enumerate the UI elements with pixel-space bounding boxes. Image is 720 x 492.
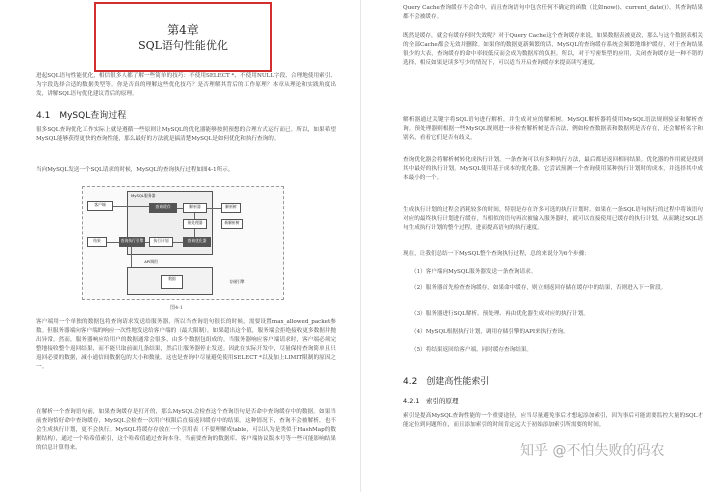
s41-paragraph-3: 客户端用一个单独的数据包将查询请求发送给服务器，所以当查询语句很长的时候，需要设置max_allowed_packet参数。但服务器端向客户端的响应一次性地发送给客户端的（最大限制），如果超出这个值，服务端会拒绝接收更多数据并抛出异常。然而，服务器响应给用户的数据通常会很多，由多个数据包组成的。当服务器响应客户端请求时，客户端必须完整地接收整个返回结果，而不能只取前面几条结果，然后让服务器停止发送。因此在实际开发中，尽量保持查询简单且只返回必要的数据，减小通信间数据包的大小和数量，这也是查询中尽量避免使用SELECT *以及加上LIMIT限制的原因之一。 [36,319,336,371]
section-4-2-heading: 4.2 创建高性能索引 [403,377,490,387]
right-paragraph-6: 现在，让我们总结一下MySQL整个查询执行过程，总的来说分为6个步骤： [403,251,590,257]
client-box: 客户端 [87,201,113,211]
chapter-title: SQL语句性能优化 [138,38,228,52]
step-4: （4）MySQL根据执行计划，调用存储引擎的API来执行查询。 [411,329,569,335]
parser-box: 解析器 [183,203,207,213]
chapter-title-box [94,2,272,72]
query-cache-box: 查询缓存 [149,203,177,213]
right-page [360,0,720,492]
s41-paragraph-2: 当向MySQL发送一个SQL请求的时候，MySQL的查询执行过程如图4-1所示。 [36,167,234,173]
right-paragraph-5: 生成执行计划的过程会消耗较多的时间，特别是存在许多可选的执行计划时。如果在一条SQL语句执行的过程中将该语句对应的最终执行计划进行缓存，当相似的语句再次被输入服务器时，就可以直接使用已缓存的执行计划，从而跳过SQL语句生成执行计划的整个过程，进而提高语句的执行速度。 [403,207,703,232]
new-parse-tree-box: 新解析树 [221,219,243,229]
mysql-query-process-figure [82,186,284,300]
optimizer-box: 查询优化器 [183,237,211,247]
arrow-client-cache [113,206,149,207]
preprocessor-box: 预处理器 [183,219,207,229]
step-1: （1）客户端向MySQL服务器发送一条查询请求。 [411,269,537,275]
parse-tree-box: 解析树 [221,203,241,213]
watermark: 知乎 @不怕失败的码农 [520,443,665,459]
chapter-label: 第4章 [167,22,199,37]
step-2: （2）服务器首先检查查询缓存，如果命中缓存，则立刻返回存储在缓存中的结果，否则进入下一阶段。 [411,285,667,291]
right-paragraph-2: 既然是缓存，就会有缓存何时失效呢？对于Query Cache这个查询缓存来说，如果数据表被更改，那么与这个数据表相关的全部Cache都会无效并删除。如果你的数据更新频繁的话，MySQL的查询缓存系统会频繁地维护缓存，对于查询结果很少的大表，查询缓存的命中率较低反而会成为数据库的负担。所以，对于写密集型的应用，关闭查询缓存是一种不错的选择，相反如果是读多写少的情况下，可以适当开启查询缓存来提高读写速度。 [403,33,703,67]
figure-caption: 图4-1 [170,305,184,311]
s421-paragraph-1: 索引是提高MySQL查询性能的一个重要途径，应当尽量避免事后才想起添加索引，因为事后可能需要监控大量的SQL才能定位到问题所在，而且添加索引的时间肯定远大于初始添加索引所需要的时间。 [403,413,703,429]
data-box: 数据 [161,275,183,289]
exec-plan-box: 执行计划 [149,237,173,247]
s41-paragraph-1: 很多SQL查询优化工作实际上就是遵循一些原则让MySQL的优化器能够按照预想的合理方式运行而已。所以，如果希望MySQL能够获得更快的查询性能，那么最好的方法就是搞清楚MySQL是如何优化和执行查询的。 [36,127,336,143]
step-3: （3）服务器进行SQL解析、预处理、再由优化器生成对应的执行计划。 [411,311,589,317]
right-paragraph-4: 查询优化器会将解析树转化成执行计划。一条查询可以有多种执行方法，最后都是返回相同结果。优化器的作用就是找到其中最好的执行计划。MySQL使用基于成本的优化器，它尝试预测一个查询使用某种执行计划时的成本，并选择其中成本最小的一个。 [403,157,703,182]
server-label: MySQL服务器 [131,193,156,198]
result-box: 结果 [87,237,107,247]
s41-paragraph-4: 在解析一个查询语句前，如果查询缓存是打开的，那么MySQL会检查这个查询语句是否命中查询缓存中的数据。如果当前查询恰好命中查询缓存，MySQL会检查一次用户权限后直接返回缓存中的结果。这种情况下，查询不会被解析，也不会生成执行计划，更不会执行。MySQL将缓存存放在一个引用表（不要理解成table，可以认为是类似于HashMap的数据结构），通过一个哈希值索引，这个哈希值通过查询本身、当前要查询的数据库、客户端协议版本号等一些可能影响结果的信息计算得来。 [36,409,336,452]
arrow-plan-engine [145,242,149,243]
intro-paragraph: 进起SQL语句性能优化，相信很多人都了解一些简单的技巧：不使用SELECT *、不使用NULL字段、合理地使用索引、为字段选择合适的数据类型等。你是否真的理解这些优化技巧？是否理解其背后的工作原理？本章从理论和实践角度出发，讲解SQL语句优化建议背后的原理。 [36,73,336,98]
section-4-2-1-heading: 4.2.1 索引的原理 [403,397,459,405]
arrow-parser-pre [194,213,195,219]
step-5: （5）将结果返回给客户端，同时缓存查询结果。 [411,347,533,353]
arrow-cache-parser [177,208,183,209]
arrow-pre-opt [194,229,195,237]
section-4-1-heading: 4.1 MySQL查询过程 [36,111,127,121]
arrow-engine-storage [131,247,132,267]
arrow-engine-result [107,242,119,243]
storage-label: 存储引擎 [229,279,245,284]
right-paragraph-3: 解析器通过关键字将SQL语句进行解析，并生成对应的解析树。MySQL解析器将使用MySQL语法规则验证和解析查询。预处理器则根据一些MySQL规则进一步检查解析树是否合法，例如检查数据表和数据列是否存在，还会解析名字和别名，看看它们是否有歧义。 [403,117,703,142]
exec-engine-box: 查询执行引擎 [119,237,145,247]
arrow-opt-plan [173,242,183,243]
right-paragraph-1: Query Cache查询缓存不会命中，而且查询语句中包含任何不确定的函数（比如now()、current_date()），其查询结果都不会被缓存。 [403,5,703,21]
api-label: API调用 [144,259,158,264]
arrow-parser-tree [207,208,221,209]
